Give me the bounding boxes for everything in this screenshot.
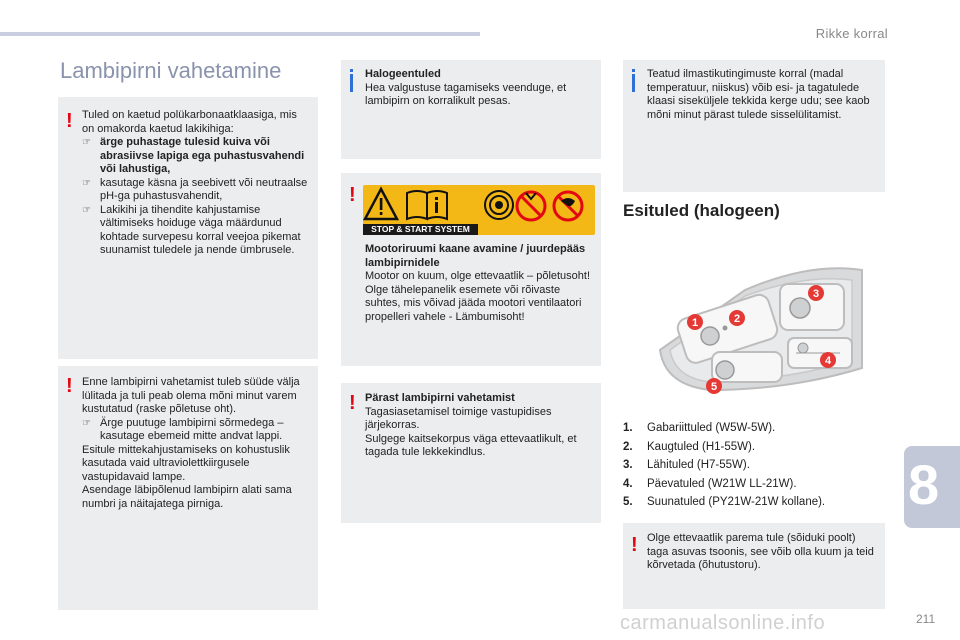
engine-text: Mootor on kuum, olge ettevaatlik – põletusoht! Olge tähelepanelik esemete või rõivaste suhtes, mis võivad jääda mootori ventilaatori propelleri vahele - Lämbumisoht! — [365, 270, 591, 323]
section-header: Rikke korral — [815, 26, 888, 41]
list-item: 1. Gabariittuled (W5W-5W). — [623, 422, 776, 434]
replacement-text-1: Enne lambipirni vahetamist tuleb süüde välja lülitada ja tuli peab olema mõni minut varem kustutatud (raske põletuse oht). — [82, 376, 300, 415]
callout-4 — [820, 352, 836, 368]
svg-text:5: 5 — [710, 381, 718, 393]
no-fan-icon — [554, 192, 582, 220]
svg-text:3: 3 — [812, 288, 820, 300]
replacement-text-2: Esitule mittekahjustamiseks on kohustuslik kasutada vaid ultraviolettkiirgusele vastupidavaid lampe. — [82, 443, 290, 483]
warning-icon: ! — [349, 392, 356, 414]
top-accent-bar — [0, 32, 480, 36]
watermark: carmanualsonline.info — [620, 612, 826, 634]
svg-text:1: 1 — [691, 317, 699, 329]
callout-5 — [706, 378, 722, 394]
replacement-text-3: Asendage läbipõlenud lambipirn alati sama numbri ja näitajatega pirniga. — [82, 484, 292, 510]
info-icon — [350, 74, 353, 92]
condensation-text: Teatud ilmastikutingimuste korral (madal temperatuur, niiskus) võib esi- ja tagatulede klaasi siseküljele tekkida kerge udu; see kaob mõni minut pärast tulede sisselülitamist. — [647, 68, 870, 121]
stop-start-label: STOP & START SYSTEM — [363, 224, 478, 235]
cleaning-bullet-2: ☞ kasutage käsna ja seebivett või neutraalse pH-ga puhastusvahendit, — [82, 177, 312, 204]
cleaning-intro: Tuled on kaetud polükarbonaatklaasiga, mis on omakorda kaetud lakikihiga: — [82, 109, 297, 135]
callout-1 — [687, 314, 703, 330]
cleaning-bullet-3: ☞ Lakikihi ja tihendite kahjustamise vältimiseks hoiduge väga määrdunud kohtade survepesu korral veejoa pikemat suunamist tuledele ja nende ümbrusele. — [82, 204, 312, 258]
after-text-1: Tagasiasetamisel toimige vastupidises järjekorras. — [365, 405, 552, 431]
list-item: 3. Lähituled (H7-55W). — [623, 459, 750, 471]
warning-icon: ! — [66, 110, 73, 132]
warning-box-hot-zone — [623, 523, 885, 609]
warning-icon: ! — [631, 534, 638, 556]
section-headlamps-title: Esituled (halogeen) — [623, 201, 780, 220]
callout-2 — [729, 310, 745, 326]
list-item: 4. Päevatuled (W21W LL-21W). — [623, 477, 797, 490]
page-number: 211 — [916, 612, 936, 626]
after-title: Pärast lambipirni vahetamist — [365, 392, 515, 404]
warning-box-after — [341, 383, 601, 523]
hot-zone-text: Olge ettevaatlik parema tule (sõiduki poolt) taga asuvas tsoonis, see võib olla kuum ja teid kõrvetada (õhutustoru). — [647, 532, 874, 571]
info-box-condensation — [623, 60, 885, 192]
list-item: 2. Kaugtuled (H1-55W). — [623, 440, 756, 453]
warning-box-cleaning — [58, 97, 318, 359]
replacement-bullet: ☞ Ärge puutuge lambipirni sõrmedega – kasutage ebemeid mitte andvat lappi. — [82, 417, 314, 444]
fan-belt-icon — [485, 191, 513, 219]
engine-title: Mootoriruumi kaane avamine / juurdepääs lambipirnidele — [365, 243, 586, 269]
svg-text:4: 4 — [824, 355, 832, 367]
halogen-title: Halogeentuled — [365, 68, 441, 80]
chapter-number: 8 — [908, 453, 940, 516]
halogen-text: Hea valgustuse tagamiseks veenduge, et lambipirn on korralikult pesas. — [365, 81, 567, 107]
info-box-halogen — [341, 60, 601, 159]
warning-icon: ! — [66, 375, 73, 397]
lamp-list — [623, 419, 825, 512]
warning-icon: ! — [349, 184, 356, 206]
page-title: Lambipirni vahetamine — [60, 58, 282, 83]
warning-box-replacement — [58, 366, 318, 610]
warning-triangle-icon — [365, 189, 397, 219]
cleaning-bullet-1: ☞ ärge puhastage tulesid kuiva või abrasiivse lapiga ega puhastusvahendi või lahustiga, — [82, 136, 312, 177]
list-item: 5. Suunatuled (PY21W-21W kollane). — [623, 496, 826, 508]
info-icon — [632, 74, 635, 92]
after-text-2: Sulgege kaitsekorpus väga ettevaatlikult, et tagada tule lekkekindlus. — [365, 432, 577, 458]
headlamp-diagram — [640, 250, 880, 400]
svg-text:2: 2 — [733, 313, 741, 325]
callout-3 — [808, 285, 824, 301]
no-hands-icon — [517, 192, 545, 220]
manual-book-icon — [407, 191, 447, 219]
